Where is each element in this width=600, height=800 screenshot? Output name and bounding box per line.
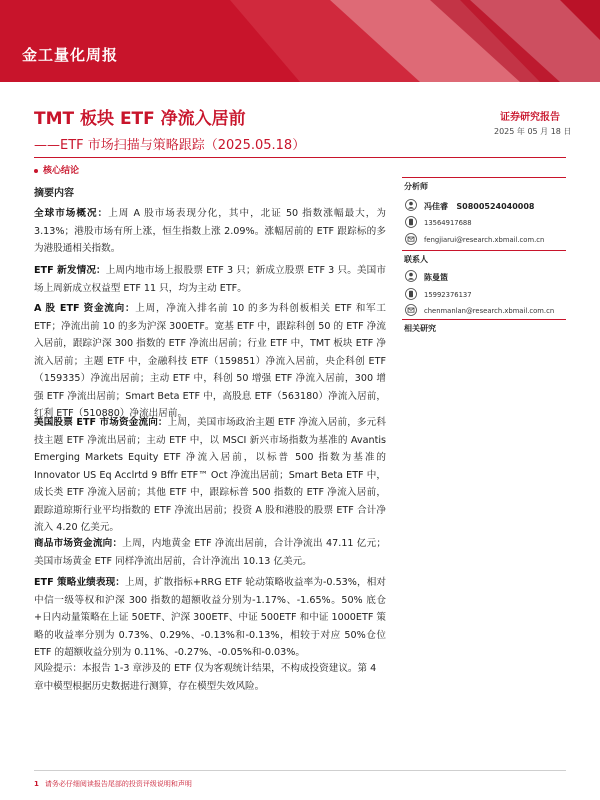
banner-decoration <box>0 0 600 82</box>
paragraph-commodity-flows: 商品市场资金流向：上周，内地黄金 ETF 净流出居前，合计净流出 47.11 亿元；美国市场黄金 ETF 同样净流出居前，合计净流出 10.13 亿美元。 <box>34 538 387 567</box>
analyst-phone: 13564917688 <box>424 219 472 227</box>
footer-disclaimer: 请务必仔细阅读报告尾部的投资评级说明和声明 <box>44 780 192 788</box>
email-icon <box>405 233 417 245</box>
report-type: 证券研究报告 <box>500 112 560 123</box>
contact-phone: 15992376137 <box>424 291 472 299</box>
summary-heading: 摘要内容 <box>34 188 74 199</box>
analyst-email[interactable]: fengjiarui@research.xbmail.com.cn <box>424 236 545 244</box>
paragraph-new-etf: ETF 新发情况：上周内地市场上报股票 ETF 3 只；新成立股票 ETF 3 只。美国市场上周新成立权益型 ETF 11 只，均为主动 ETF。 <box>34 265 386 294</box>
analyst-heading: 分析师 <box>404 182 428 191</box>
contact-heading: 联系人 <box>404 255 428 264</box>
paragraph-a-share-flows: A 股 ETF 资金流向：上周，净流入排名前 10 的多为科创板相关 ETF 和军工 ETF；净流出前 10 的多为沪深 300ETF。宽基 ETF 中，跟踪科创 50 的 ETF 净流入居前，跟踪沪深 300 指数的 ETF 净流出居前；行业 ETF 中，TMT 板块 ETF 净流入居前；主题 ETF 中，金融科技 ETF（159851）净流入居前，央企科创 ETF（159335）净流出居前；主动 ETF 中，科创 50 增强 ETF 净流入居前，300 增强 ETF 净流出居前；Smart Beta ETF 中，高股息 ETF（563180）净流入居前，红利 ETF（510880）净流出居前。 <box>34 303 386 419</box>
contact-divider <box>402 250 566 251</box>
report-series-title: 金工量化周报 <box>22 46 119 64</box>
report-title: TMT 板块 ETF 净流入居前 <box>34 109 246 129</box>
related-research-heading: 相关研究 <box>404 324 436 333</box>
phone-icon <box>405 288 417 300</box>
bullet-icon <box>34 169 38 173</box>
contact-name: 陈曼篮 <box>424 273 448 282</box>
person-icon <box>405 270 417 282</box>
footer-divider <box>34 770 566 771</box>
report-subtitle: ——ETF 市场扫描与策略跟踪（2025.05.18） <box>34 138 306 153</box>
person-icon <box>405 199 417 211</box>
related-divider <box>402 319 566 320</box>
analyst-name-line: 冯佳睿 S0800524040008 <box>424 202 535 211</box>
email-icon <box>405 304 417 316</box>
analyst-divider <box>402 177 566 178</box>
header-banner <box>0 0 600 82</box>
paragraph-strategy-performance: ETF 策略业绩表现：上周，扩散指标+RRG ETF 轮动策略收益率为-0.53%，相对中信一级等权和沪深 300 指数的超额收益分别为-1.17%、-1.65%。50% 底仓+日内动量策略在上证 50ETF、沪深 300ETF、中证 500ETF 和中证 1000ETF 策略的收益率分别为 0.73%、0.29%、-0.13%和-0.13%，相较于对应 50%仓位 ETF 的超额收益分别为 0.11%、-0.27%、-0.05%和-0.03%。 <box>34 577 386 658</box>
title-divider <box>34 157 566 158</box>
core-conclusion-label: 核心结论 <box>34 163 79 176</box>
phone-icon <box>405 216 417 228</box>
report-date: 2025 年 05 月 18 日 <box>494 127 572 136</box>
risk-warning: 风险提示：本报告 1-3 章涉及的 ETF 仅为客观统计结果，不构成投资建议。第 4 章中模型根据历史数据进行测算，存在模型失效风险。 <box>34 663 377 692</box>
paragraph-us-flows: 美国股票 ETF 市场资金流向：上周，美国市场政治主题 ETF 净流入居前，多元科技主题 ETF 净流出居前；主动 ETF 中，以 MSCI 新兴市场指数为基准的 Avantis Emerging Markets Equity ETF 净流入居前，以标普 500 指数为基准的 Innovator US Eq Acclrtd 9 Bffr ETF™ Oct 净流出居前；Smart Beta ETF 中，成长类 ETF 净流入居前；其他 ETF 中，跟踪标普 500 指数的 ETF 净流入居前，跟踪道琼斯行业平均指数的 ETF 净流出居前；投资 A 股和港股的股票 ETF 合计净流入 4.20 亿美元。 <box>34 417 386 533</box>
paragraph-global-market: 全球市场概况：上周 A 股市场表现分化，其中，北证 50 指数涨幅最大，为 3.13%；港股市场有所上涨，恒生指数上涨 2.09%。涨幅居前的 ETF 跟踪标的多为港股通相关指数。 <box>34 208 386 254</box>
page-number: 1 <box>34 780 39 788</box>
footer <box>34 779 192 789</box>
contact-email[interactable]: chenmanlan@research.xbmail.com.cn <box>424 307 555 315</box>
